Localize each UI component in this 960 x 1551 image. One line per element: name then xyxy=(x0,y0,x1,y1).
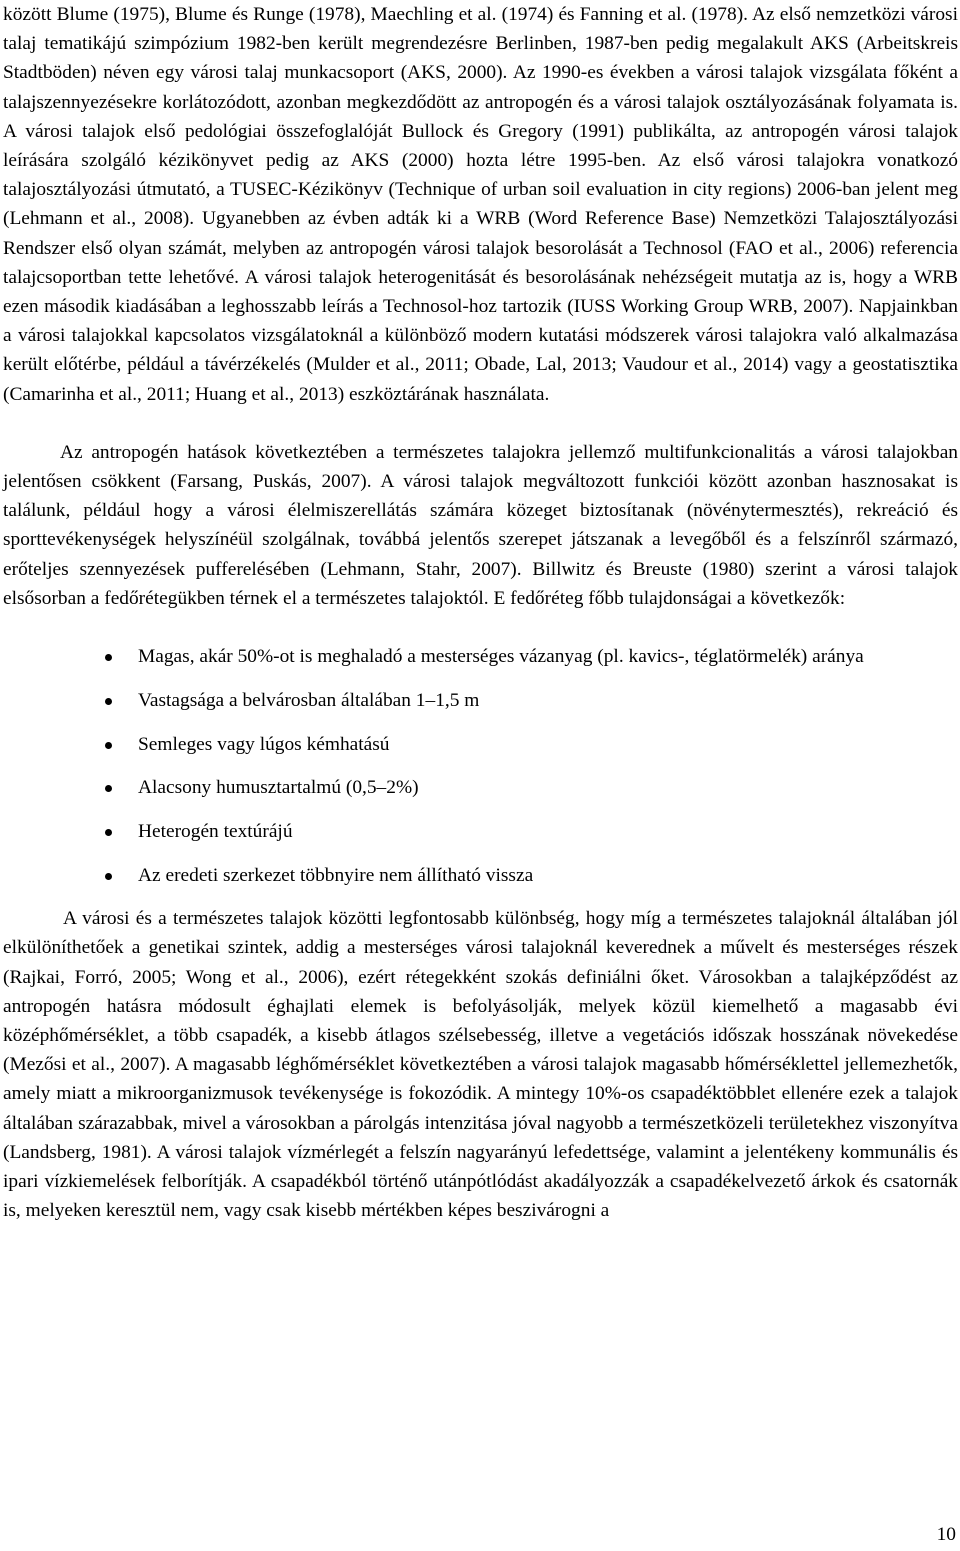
bullet-icon xyxy=(105,742,112,749)
list-item xyxy=(3,861,958,890)
bullet-list-properties xyxy=(3,642,958,890)
list-item xyxy=(3,642,958,671)
body-text xyxy=(3,0,958,1225)
bullet-icon xyxy=(105,785,112,792)
paragraph-history: között Blume (1975), Blume és Runge (1978), Maechling et al. (1974) és Fanning et al. (1978). Az első nemzetközi városi talaj tematikájú szimpózium 1982-ben került megrendezésre Berlinben, 1987-ben pedig megalakult AKS (Arbeitskreis Stadtböden) néven egy városi talaj munkacsoport (AKS, 2000). Az 1990-es években a városi talajok vizsgálata főként a talajszennyezésekre korlátozódott, azonban megkezdődött az antropogén és a városi talajok osztályozásának folyamata is. A városi talajok első pedológiai összefoglalóját Bullock és Gregory (1991) publikálta, az antropogén városi talajok leírására szolgáló kézikönyvet pedig az AKS (2000) hozta létre 1995-ben. Az első városi talajokra vonatkozó talajosztályozási útmutató, a TUSEC-Kézikönyv (Technique of urban soil evaluation in city regions) 2006-ban jelent meg (Lehmann et al., 2008). Ugyanebben az évben adták ki a WRB (Word Reference Base) Nemzetközi Talajosztályozási Rendszer első olyan számát, melyben az antropogén városi talajok besorolását a Technosol (FAO et al., 2006) referencia talajcsoportban tette lehetővé. A városi talajok heterogenitását és besorolásának nehézségeit mutatja az is, hogy a WRB ezen második kiadásában a leghosszabb leírás a Technosol-hoz tartozik (IUSS Working Group WRB, 2007). Napjainkban a városi talajokkal kapcsolatos vizsgálatoknál a különböző modern kutatási módszerek városi talajokra való alkalmazása került előtérbe, például a távérzékelés (Mulder et al., 2011; Obade, Lal, 2013; Vaudour et al., 2014) vagy a geostatisztika (Camarinha et al., 2011; Huang et al., 2013) eszköztárának használata. xyxy=(3,4,958,405)
list-item-text: Magas, akár 50%-ot is meghaladó a mesterséges vázanyag (pl. kavics-, téglatörmelék) aránya xyxy=(138,646,864,668)
bullet-icon xyxy=(105,873,112,880)
list-item-text: Heterogén textúrájú xyxy=(138,821,293,843)
paragraph-functions: Az antropogén hatások következtében a természetes talajokra jellemző multifunkcionalitás a városi talajokban jelentősen csökkent (Farsang, Puskás, 2007). A városi talajok megváltozott funkciói között azonban hasznosakat is találunk, például hogy a városi élelmiszerellátás számára közeget biztosítanak (növénytermesztés), rekreáció és sporttevékenységek helyszínéül szolgálnak, továbbá jelentős szerepet játszanak a levegőből és a felszínről származó, erőteljes szennyezések pufferelésében (Lehmann, Stahr, 2007). Billwitz és Breuste (1980) szerint a városi talajok elsősorban a fedőrétegükben térnek el a természetes talajoktól. E fedőréteg főbb tulajdonságai a következők: xyxy=(3,441,958,609)
list-item-text: Az eredeti szerkezet többnyire nem állítható vissza xyxy=(138,865,534,887)
page-number: 10 xyxy=(936,1524,956,1545)
bullet-icon xyxy=(105,829,112,836)
list-item xyxy=(3,686,958,715)
list-item-text: Alacsony humusztartalmú (0,5–2%) xyxy=(138,777,419,799)
list-item-text: Semleges vagy lúgos kémhatású xyxy=(138,733,390,755)
list-item-text: Vastagsága a belvárosban általában 1–1,5 m xyxy=(138,689,480,711)
list-item xyxy=(3,730,958,759)
bullet-icon xyxy=(105,654,112,661)
list-item xyxy=(3,773,958,802)
bullet-icon xyxy=(105,698,112,705)
list-item xyxy=(3,817,958,846)
paragraph-differences: A városi és a természetes talajok közötti legfontosabb különbség, hogy míg a természetes talajoknál általában jól elkülöníthetőek a genetikai szintek, addig a mesterséges városi talajoknál keverednek a művelt és mesterséges részek (Rajkai, Forró, 2005; Wong et al., 2006), ezért rétegekként szokás definiálni őket. Városokban a talajképződést az antropogén hatásra módosult éghajlati elemek is befolyásolják, melyek közül kiemelhető a magasabb évi középhőmérséklet, a több csapadék, a kisebb átlagos szélsebesség, illetve a vegetációs időszak hosszának növekedése (Mezősi et al., 2007). A magasabb léghőmérséklet következtében a városi talajok magasabb hőmérséklettel jellemezhetők, amely miatt a mikroorganizmusok tevékenysége is fokozódik. A mintegy 10%-os csapadéktöbblet ellenére ezek a talajok általában szárazabbak, mivel a városokban a párolgás intenzitása jóval nagyobb a természetközeli területekhez viszonyítva (Landsberg, 1981). A városi talajok vízmérlegét a felszín nagyarányú lefedettsége, valamint a jelentékeny kommunális és ipari vízkiemelések felborítják. A csapadékból történő utánpótlódást akadályozzák a csapadékelvezető árkok és csatornák is, melyeken keresztül nem, vagy csak kisebb mértékben képes beszivárogni a xyxy=(3,908,958,1222)
